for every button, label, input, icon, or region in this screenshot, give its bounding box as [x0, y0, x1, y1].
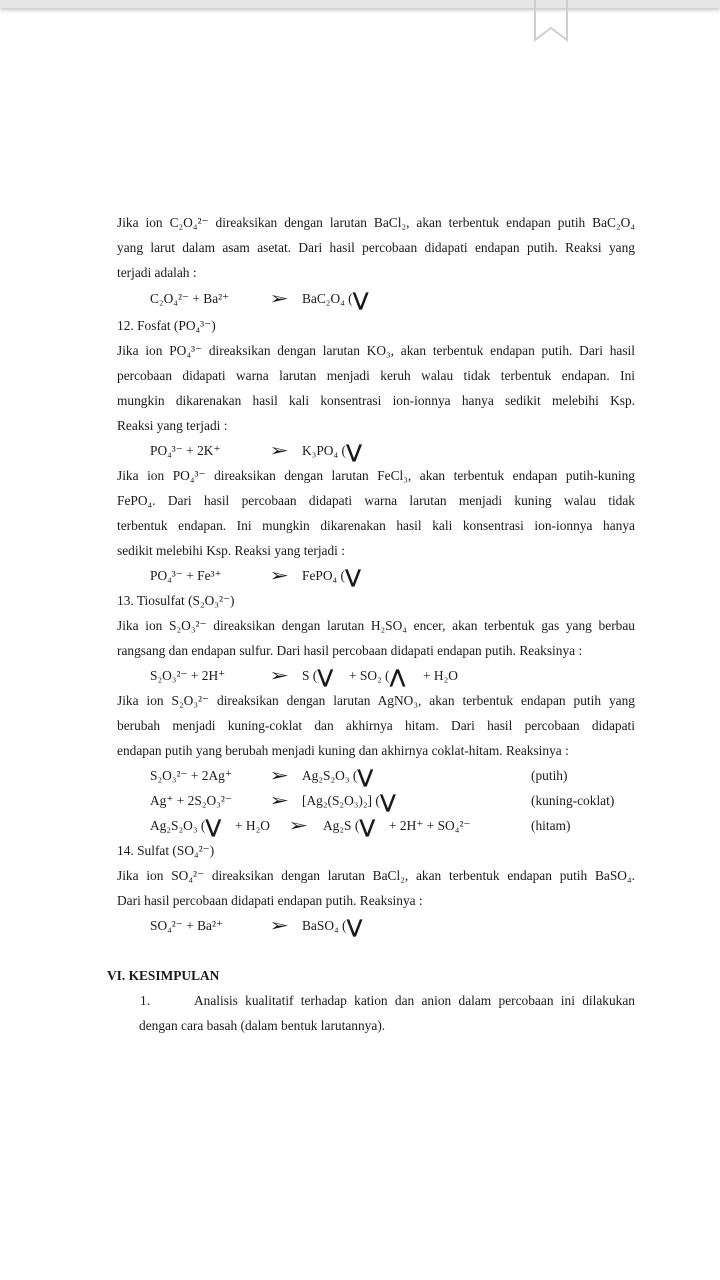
reaction-note: (hitam): [531, 818, 571, 833]
reaction-reactants: Ag₂S₂O₃ (⋁: [150, 815, 222, 838]
paragraph-line: Jika ion S₂O₃²⁻ direaksikan dengan larutan AgNO₃, akan terbentuk endapan putih yang: [117, 693, 635, 708]
paragraph-line: berubah menjadi kuning-coklat dan akhirnya hitam. Dari hasil percobaan didapati: [117, 718, 635, 733]
reaction-note: (putih): [531, 768, 568, 783]
paragraph-line: yang larut dalam asam asetat. Dari hasil percobaan didapati endapan putih. Reaksi yang: [117, 240, 635, 255]
paragraph-line: Reaksi yang terjadi :: [117, 418, 228, 433]
section-heading: 13. Tiosulfat (S₂O₃²⁻): [117, 593, 235, 608]
reaction-arrow-icon: ➢: [269, 289, 290, 309]
paragraph-line: Dari hasil percobaan didapati endapan putih. Reaksinya :: [117, 893, 423, 908]
paragraph-line: Jika ion PO₄³⁻ direaksikan dengan larutan FeCl₃, akan terbentuk endapan putih-kuning: [117, 468, 635, 483]
precipitate-arrow-icon: ⋁: [344, 565, 361, 588]
list-item: dengan cara basah (dalam bentuk larutannya).: [139, 1018, 386, 1033]
section-heading: 14. Sulfat (SO₄²⁻): [117, 843, 215, 858]
paragraph-line: FePO₄. Dari hasil percobaan didapati warna larutan menjadi kuning walau tidak: [117, 493, 635, 508]
paragraph-line: Jika ion PO₄³⁻ direaksikan dengan larutan KO₃, akan terbentuk endapan putih. Dari hasil: [117, 343, 635, 358]
precipitate-arrow-icon: ⋁: [345, 440, 362, 463]
precipitate-arrow-icon: ⋁: [346, 915, 363, 938]
reaction-arrow-icon: ➢: [269, 566, 290, 586]
reaction-reactants: PO₄³⁻ + Fe³⁺: [150, 568, 222, 583]
reaction-reactants: PO₄³⁻ + 2K⁺: [150, 443, 221, 458]
list-number: 1.: [140, 993, 151, 1008]
precipitate-arrow-icon: ⋁: [359, 815, 376, 838]
paragraph-line: percobaan didapati warna larutan menjadi keruh walau tidak terbentuk endapan. Ini: [117, 368, 635, 383]
chapter-heading: VI. KESIMPULAN: [107, 968, 220, 983]
reaction-product: BaSO₄ (⋁: [302, 915, 363, 938]
reaction-arrow-icon: ➢: [269, 791, 290, 811]
reaction-arrow-icon: ➢: [269, 766, 290, 786]
precipitate-arrow-icon: ⋁: [379, 790, 396, 813]
reaction-reactants: S₂O₃²⁻ + 2Ag⁺: [150, 768, 232, 783]
paragraph-line: Jika ion SO₄²⁻ direaksikan dengan larutan BaCl₂, akan terbentuk endapan putih BaSO₄.: [117, 868, 635, 883]
paragraph-line: Jika ion C₂O₄²⁻ direaksikan dengan larutan BaCl₂, akan terbentuk endapan putih BaC₂O₄: [117, 215, 635, 230]
reaction-product: [Ag₂(S₂O₃)₂] (⋁: [302, 790, 396, 813]
reaction-product: BaC₂O₄ (⋁: [302, 288, 369, 311]
reaction-reactants: SO₄²⁻ + Ba²⁺: [150, 918, 224, 933]
reaction-reactants: Ag⁺ + 2S₂O₃²⁻: [150, 793, 232, 808]
gas-arrow-icon: ⋀: [389, 665, 406, 688]
paragraph-line: rangsang dan endapan sulfur. Dari hasil percobaan didapati endapan putih. Reaksinya :: [117, 643, 583, 658]
reaction-reactants: C₂O₄²⁻ + Ba²⁺: [150, 291, 230, 306]
bookmark-icon[interactable]: [534, 0, 568, 42]
precipitate-arrow-icon: ⋁: [357, 765, 374, 788]
paragraph-line: mungkin dikarenakan hasil kali konsentrasi ion-ionnya hanya sedikit melebihi Ksp.: [117, 393, 635, 408]
reaction-note: (kuning-coklat): [531, 793, 615, 808]
reaction-product: S (⋁: [302, 665, 334, 688]
reaction-arrow-icon: ➢: [269, 441, 290, 461]
precipitate-arrow-icon: ⋁: [352, 288, 369, 311]
precipitate-arrow-icon: ⋁: [317, 665, 334, 688]
reaction-product: + 2H⁺ + SO₄²⁻: [389, 818, 471, 833]
section-heading: 12. Fosfat (PO₄³⁻): [117, 318, 216, 333]
paragraph-line: terbentuk endapan. Ini mungkin dikarenakan hasil kali konsentrasi ion-ionnya hanya: [117, 518, 635, 533]
reaction-product: Ag₂S (⋁: [323, 815, 376, 838]
paragraph-line: terjadi adalah :: [117, 265, 197, 280]
reaction-product: + H₂O: [423, 668, 458, 683]
reaction-product: + SO₂ (⋀: [349, 665, 406, 688]
paragraph-line: endapan putih yang berubah menjadi kuning dan akhirnya coklat-hitam. Reaksinya :: [117, 743, 569, 758]
reaction-arrow-icon: ➢: [288, 816, 309, 836]
reaction-product: FePO₄ (⋁: [302, 565, 361, 588]
reaction-arrow-icon: ➢: [269, 666, 290, 686]
paragraph-line: sedikit melebihi Ksp. Reaksi yang terjadi :: [117, 543, 345, 558]
paragraph-line: Jika ion S₂O₃²⁻ direaksikan dengan larutan H₂SO₄ encer, akan terbentuk gas yang berbau: [117, 618, 635, 633]
top-app-bar: [0, 0, 720, 8]
reaction-arrow-icon: ➢: [269, 916, 290, 936]
reaction-product: K₃PO₄ (⋁: [302, 440, 362, 463]
reaction-reactants: + H₂O: [235, 818, 270, 833]
reaction-product: Ag₂S₂O₃ (⋁: [302, 765, 374, 788]
precipitate-arrow-icon: ⋁: [205, 815, 222, 838]
reaction-reactants: S₂O₃²⁻ + 2H⁺: [150, 668, 226, 683]
list-item: Analisis kualitatif terhadap kation dan anion dalam percobaan ini dilakukan: [194, 993, 635, 1008]
